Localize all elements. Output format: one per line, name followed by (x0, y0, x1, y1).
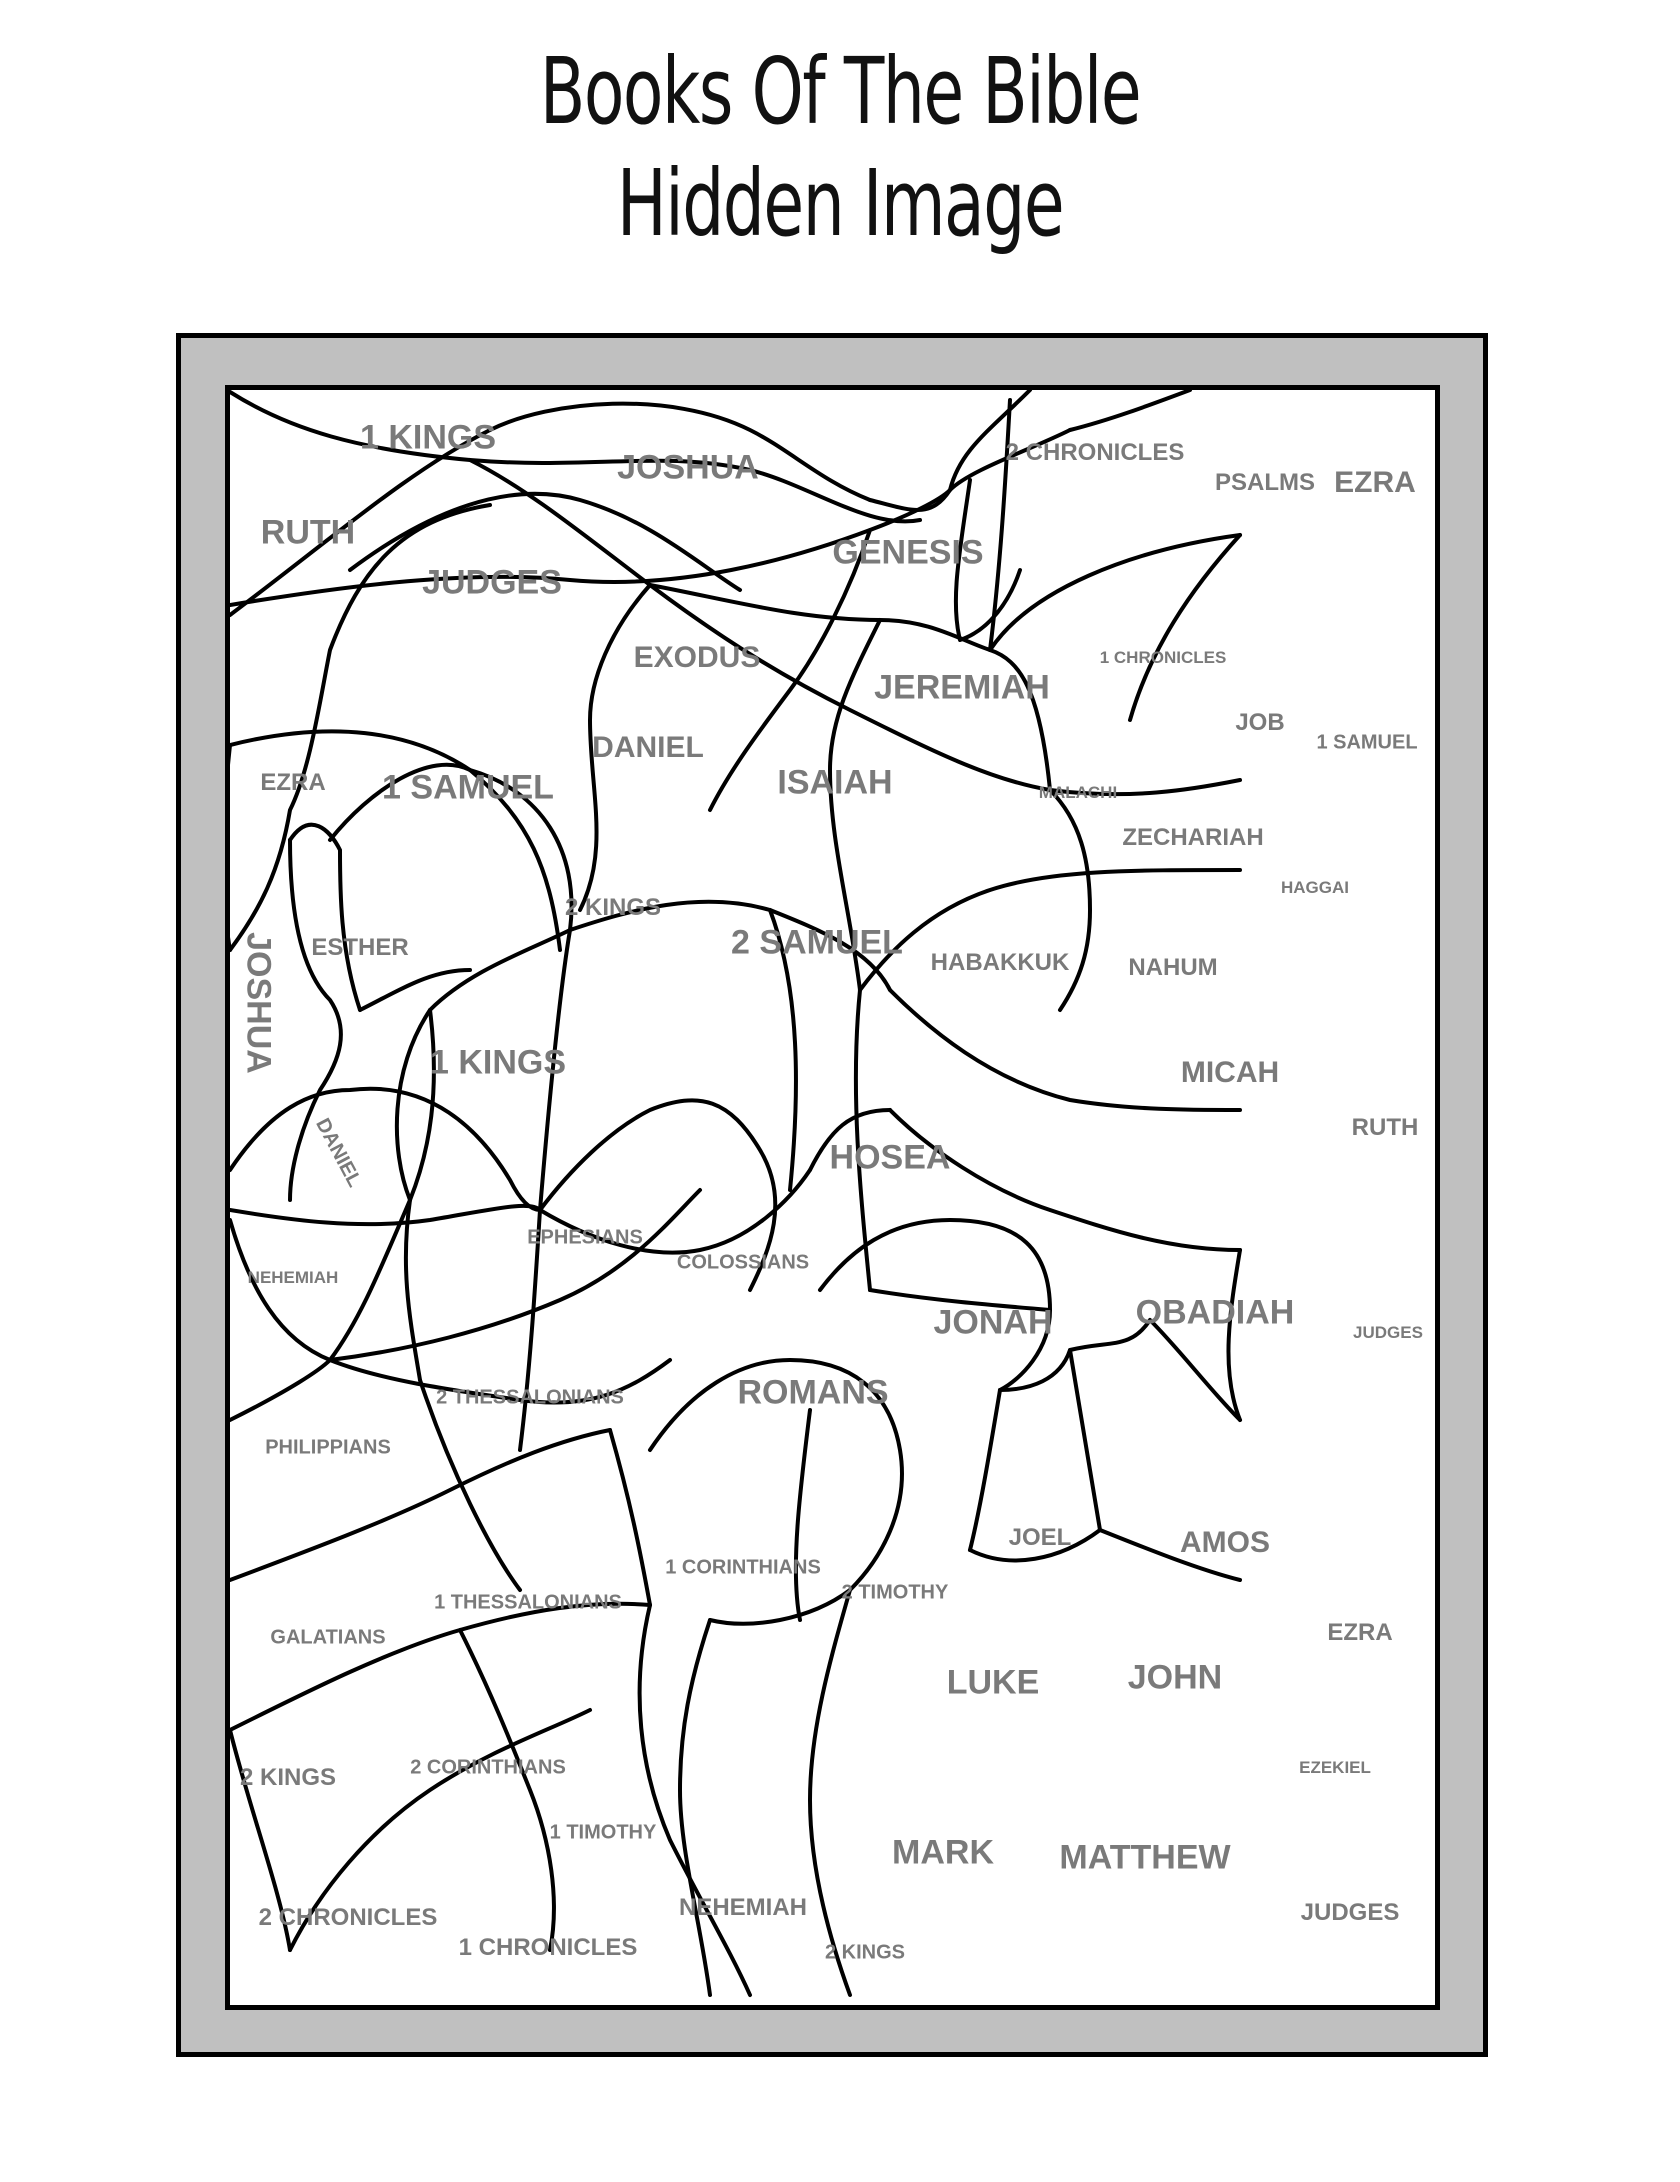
region-label: MATTHEW (1059, 1838, 1231, 1877)
region-label: JEREMIAH (874, 668, 1050, 707)
region-label: HAGGAI (1281, 878, 1349, 897)
region-label: 2 SAMUEL (731, 923, 903, 962)
region-label: 2 CORINTHIANS (410, 1756, 566, 1779)
region-label: EZRA (260, 769, 326, 796)
region-label: DANIEL (311, 1114, 366, 1191)
region-label: MICAH (1180, 1056, 1280, 1089)
region-label: EZRA (1327, 1619, 1393, 1646)
region-label: ZECHARIAH (1122, 824, 1264, 851)
region-label: 1 CORINTHIANS (665, 1556, 821, 1579)
region-label: 1 SAMUEL (1316, 731, 1418, 754)
region-label: JOB (1235, 709, 1285, 736)
region-label: JOHN (1127, 1658, 1223, 1697)
coloring-board (225, 385, 1440, 2010)
region-label: JUDGES (1353, 1323, 1423, 1342)
region-label: NEHEMIAH (247, 1268, 339, 1287)
region-label: JOEL (1008, 1524, 1072, 1551)
region-label: ROMANS (737, 1373, 889, 1412)
region-label: EZRA (1334, 466, 1416, 499)
region-label: ISAIAH (777, 763, 893, 802)
region-label: JOSHUA (617, 448, 759, 487)
region-label: RUTH (260, 513, 356, 552)
region-label: 2 TIMOTHY (841, 1581, 949, 1604)
region-label: 2 CHRONICLES (258, 1904, 438, 1931)
region-label: EPHESIANS (527, 1226, 643, 1249)
region-label: DANIEL (592, 731, 704, 764)
region-label: 1 KINGS (359, 418, 497, 457)
region-label: HABAKKUK (930, 949, 1070, 976)
region-label: MALACHI (1038, 783, 1118, 802)
region-label: ESTHER (311, 934, 409, 961)
region-label: 1 CHRONICLES (1099, 648, 1227, 667)
region-label: 1 THESSALONIANS (434, 1591, 622, 1614)
region-label: PHILIPPIANS (265, 1436, 391, 1459)
region-label: 1 CHRONICLES (458, 1934, 638, 1961)
region-label: EXODUS (633, 641, 761, 674)
region-label: PSALMS (1214, 469, 1316, 496)
region-label: JUDGES (422, 563, 562, 602)
region-label: OBADIAH (1135, 1293, 1295, 1332)
region-label: AMOS (1180, 1526, 1270, 1559)
region-label: GALATIANS (270, 1626, 386, 1649)
region-label: JOSHUA (239, 932, 278, 1074)
region-label: GENESIS (832, 533, 984, 572)
region-label: 2 KINGS (824, 1941, 906, 1964)
region-label: COLOSSIANS (676, 1251, 810, 1274)
region-label: 1 KINGS (429, 1043, 567, 1082)
region-label: JONAH (933, 1303, 1053, 1342)
page-title-line1: Books Of The Bible (539, 38, 1141, 145)
region-label: MARK (892, 1833, 994, 1872)
region-label: 2 CHRONICLES (1005, 439, 1185, 466)
region-label: EZEKIEL (1299, 1758, 1371, 1777)
region-label: 1 SAMUEL (382, 768, 554, 807)
region-label: NAHUM (1128, 954, 1218, 981)
region-label: LUKE (946, 1663, 1040, 1702)
region-label: 2 KINGS (564, 894, 662, 921)
region-label: 2 KINGS (239, 1764, 337, 1791)
region-label: HOSEA (829, 1138, 951, 1177)
page-title-line2: Hidden Image (616, 150, 1064, 257)
region-label: RUTH (1351, 1114, 1419, 1141)
region-label: 1 TIMOTHY (549, 1821, 657, 1844)
region-label: 2 THESSALONIANS (436, 1386, 624, 1409)
region-label: JUDGES (1300, 1899, 1400, 1926)
region-label: NEHEMIAH (678, 1894, 808, 1921)
